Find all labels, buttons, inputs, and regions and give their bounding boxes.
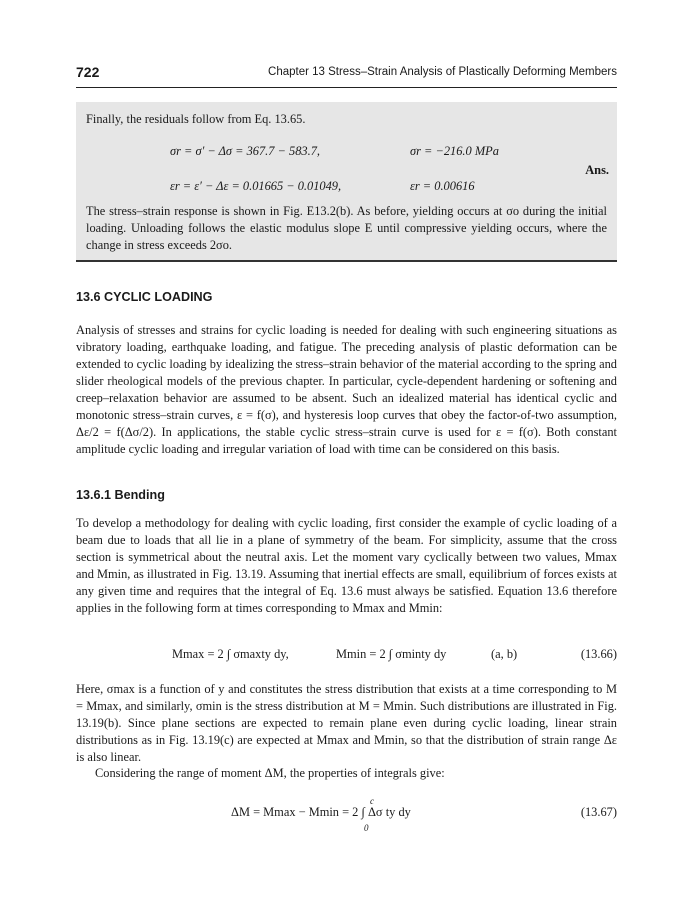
equation-number-13-67: (13.67) [580,805,617,819]
header-rule [76,87,617,88]
equation-13-66b: Mmin = 2 ∫ σminty dy [336,647,447,661]
integral-upper-limit: c [370,796,374,806]
section-paragraph: Analysis of stresses and strains for cyclic loading is needed for dealing with such engineering situations as vibratory loading, earthquake loading, and fatigue. The preceding analysis of plastic deformation can be extended to cyclic loading by idealizing the stress–strain behavior of the material according to the spring and slider rheological models of the previous chapter. In particular, cycle-dependent hardening or softening and creep–relaxation behavior are assumed to be absent. Such an idealized material has identical cyclic and monotonic stress–strain curves, ε = f(σ), and hysteresis loop curves that obey the factor-of-two assumption, Δε/2 = f(Δσ/2). In applications, the stable cyclic stress–strain curve is used for ε = f(σ). Both constant amplitude cyclic loading and irregular variation of load with time can be considered on this basis. [76,323,617,456]
residual-stress-eq: σr = σ′ − Δσ = 367.7 − 583.7, [170,144,320,158]
equation-13-66a: Mmax = 2 ∫ σmaxty dy, [172,647,289,661]
equation-13-67: ΔM = Mmax − Mmin = 2 ∫ Δσ ty dy [231,805,411,819]
page-number: 722 [76,64,100,80]
residual-strain-value: εr = 0.00616 [410,179,475,193]
bending-paragraph-3: Considering the range of moment ΔM, the properties of integrals give: [95,766,445,780]
equation-13-66-ab: (a, b) [491,647,518,661]
bending-paragraph-2: Here, σmax is a function of y and constitutes the stress distribution that exists at a time corresponding to M = Mmax, and similarly, σmin is the stress distribution at M = Mmin. Such distributions are illustrated in Fig. 13.19(b). Since plane sections are expected to remain plane even during cyclic loading, linear strain distributions as in Fig. 13.19(c) are expected at Mmax and Mmin, so that the distribution of strain range Δε is also linear. [76,682,617,764]
answer-label: Ans. [585,163,609,177]
equation-number-13-66: (13.66) [580,647,617,661]
integral-lower-limit: 0 [364,823,369,833]
example-paragraph: The stress–strain response is shown in Fig. E13.2(b). As before, yielding occurs at σo during the initial loading. Unloading follows the elastic modulus slope E until compressive yielding occurs, where the change in stress exceeds 2σo. [86,204,607,252]
page-header [76,64,617,86]
example-intro: Finally, the residuals follow from Eq. 13.65. [86,112,306,126]
residual-stress-value: σr = −216.0 MPa [410,144,499,158]
section-heading: 13.6 CYCLIC LOADING [76,290,213,304]
example-box [76,102,617,262]
running-title: Chapter 13 Stress–Strain Analysis of Plastically Deforming Members [268,66,617,78]
residual-strain-eq: εr = ε′ − Δε = 0.01665 − 0.01049, [170,179,342,193]
subsection-heading: 13.6.1 Bending [76,488,165,502]
bending-paragraph-1: To develop a methodology for dealing with cyclic loading, first consider the example of cyclic loading of a beam due to loads that all lie in a plane of symmetry of the beam. For simplicity, assume that the cross section is symmetrical about the neutral axis. Let the moment vary cyclically between two values, Mmax and Mmin, as illustrated in Fig. 13.19. Assuming that inertial effects are small, equilibrium of forces exists at any given time and requires that the integral of Eq. 13.6 must always be satisfied. Equation 13.6 therefore applies in the following form at times corresponding to Mmax and Mmin: [76,516,617,615]
